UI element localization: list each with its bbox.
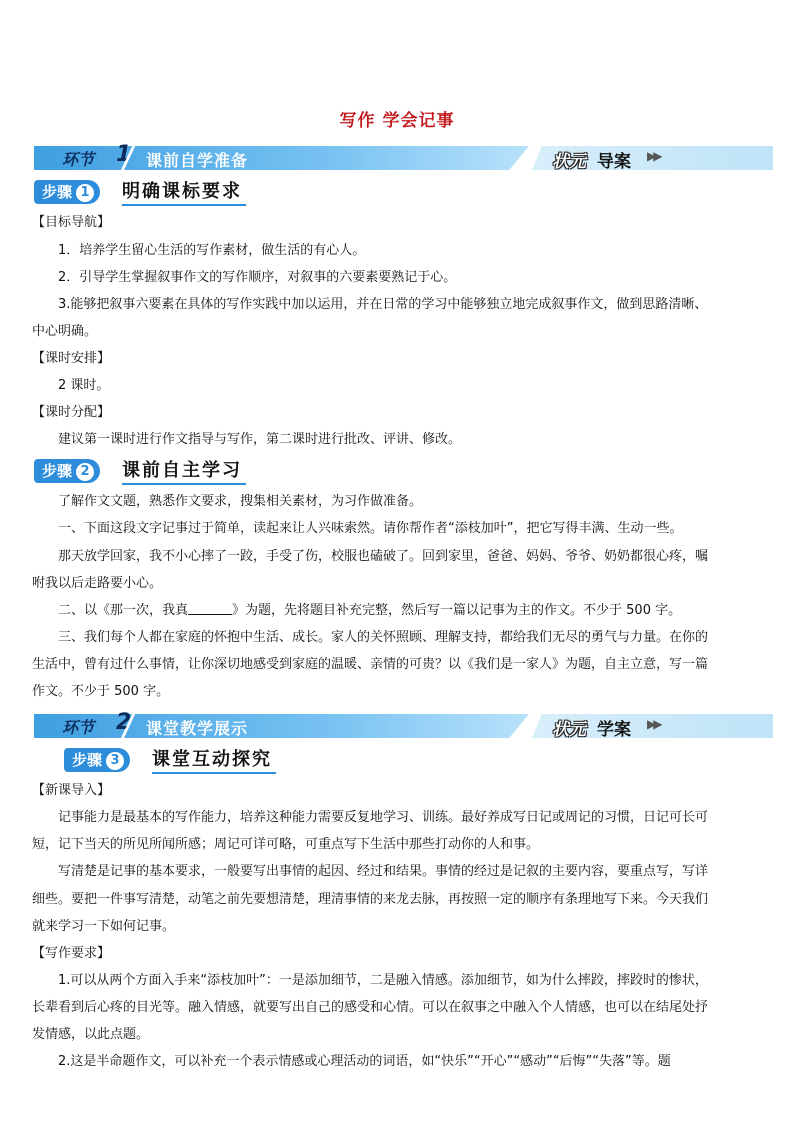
step-number-circle: 3 xyxy=(106,752,124,770)
requirement-line-4: 2.这是半命题作文，可以补充一个表示情感或心理活动的词语，如“快乐”“开心”“感动”“后悔”“失落”等。题 xyxy=(58,1054,671,1069)
goal-line-3: 3.能够把叙事六要素在具体的写作实践中加以运用，并在日常的学习中能够独立地完成叙事作文，做到思路清晰、 xyxy=(58,297,708,312)
banner-left-bar xyxy=(34,146,529,170)
requirement-line-2: 长辈看到后心疼的目光等。融入情感，就要写出自己的感受和心情。可以在叙事之中融入个人情感，也可以在结尾处抒 xyxy=(32,1000,709,1015)
step-number-circle: 2 xyxy=(76,463,94,481)
step-badge xyxy=(34,180,100,204)
goal-line-1: 1．培养学生留心生活的写作素材，做生活的有心人。 xyxy=(58,243,366,258)
step-label: 课前自主学习 xyxy=(122,459,246,485)
step-label: 明确课标要求 xyxy=(122,180,246,206)
pre-study-line-2: 一、下面这段文字记事过于简单，读起来让人兴味索然。请你帮作者“添枝加叶”，把它写得丰满、生动一些。 xyxy=(58,521,683,536)
section-banner-1 xyxy=(34,142,773,172)
double-arrow-icon: ▶▶ xyxy=(647,717,660,731)
step-badge-text: 步骤 xyxy=(42,183,73,201)
intro-line-3: 写清楚是记事的基本要求，一般要写出事情的起因、经过和结果。事情的经过是记叙的主要内容，要重点写，写详 xyxy=(58,864,709,879)
task-2 xyxy=(58,602,681,620)
pre-study-line-3: 那天放学回家，我不小心摔了一跤，手受了伤，校服也磕破了。回到家里，爸爸、妈妈、爷爷、奶奶都很心疼，嘱 xyxy=(58,549,709,564)
pre-study-line-1: 了解作文文题，熟悉作文要求，搜集相关素材，为习作做准备。 xyxy=(58,494,423,509)
brand-zhuangyuan: 状元 xyxy=(552,720,586,740)
task-2-after: 》为题，先将题目补充完整，然后写一篇以记事为主的作文。不少于 500 字。 xyxy=(232,603,682,618)
step-badge-text: 步骤 xyxy=(42,462,73,480)
step-number-circle: 1 xyxy=(76,184,94,202)
intro-line-1: 记事能力是最基本的写作能力，培养这种能力需要反复地学习、训练。最好养成写日记或周记的习惯，日记可长可 xyxy=(58,810,709,825)
task-3-line-2: 生活中，曾有过什么事情，让你深切地感受到家庭的温暖、亲情的可贵？以《我们是一家人》为题，自主立意，写一篇 xyxy=(32,657,709,672)
requirement-line-1: 1.可以从两个方面入手来“添枝加叶”：一是添加细节，二是融入情感。添加细节，如为什么摔跤，摔跤时的惨状， xyxy=(58,973,708,988)
intro-line-4: 细些。要把一件事写清楚，动笔之前先要想清楚，理清事情的来龙去脉，再按照一定的顺序有条理地写下来。今天我们 xyxy=(32,892,709,907)
schedule-heading: 【课时安排】 xyxy=(32,351,111,366)
fill-blank xyxy=(188,602,232,615)
section-banner-2 xyxy=(34,710,773,740)
pre-study-line-4: 咐我以后走路要小心。 xyxy=(32,576,163,591)
step-badge xyxy=(64,748,130,772)
intro-line-5: 就来学习一下如何记事。 xyxy=(32,919,176,934)
step-badge-text: 步骤 xyxy=(72,751,103,769)
double-arrow-icon: ▶▶ xyxy=(647,149,660,163)
schedule-text: 2 课时。 xyxy=(58,378,110,393)
banner-label: 课前自学准备 xyxy=(146,151,249,170)
brand-suffix: 导案 xyxy=(597,152,631,172)
banner-number: 1 xyxy=(116,142,132,167)
banner-number: 2 xyxy=(116,710,132,735)
allocation-heading: 【课时分配】 xyxy=(32,405,111,420)
brand-suffix: 学案 xyxy=(597,720,631,740)
intro-heading: 【新课导入】 xyxy=(32,783,111,798)
banner-huanjie: 环节 xyxy=(62,150,95,169)
task-2-before: 二、以《那一次，我真 xyxy=(58,603,189,618)
step-badge xyxy=(34,459,100,483)
brand-zhuangyuan: 状元 xyxy=(552,152,586,172)
banner-left-bar xyxy=(34,714,529,738)
goal-line-2: 2．引导学生掌握叙事作文的写作顺序，对叙事的六要素要熟记于心。 xyxy=(58,270,457,285)
goal-heading: 【目标导航】 xyxy=(32,215,111,230)
requirement-line-3: 发情感，以此点题。 xyxy=(32,1027,150,1042)
banner-huanjie: 环节 xyxy=(62,718,95,737)
task-3-line-3: 作文。不少于 500 字。 xyxy=(32,684,170,699)
goal-line-4: 中心明确。 xyxy=(32,324,98,339)
task-3-line-1: 三、我们每个人都在家庭的怀抱中生活、成长。家人的关怀照顾、理解支持，都给我们无尽的勇气与力量。在你的 xyxy=(58,630,709,645)
step-label: 课堂互动探究 xyxy=(152,748,276,774)
page-title: 写作 学会记事 xyxy=(339,111,455,131)
banner-label: 课堂教学展示 xyxy=(146,719,249,738)
allocation-text: 建议第一课时进行作文指导与写作，第二课时进行批改、评讲、修改。 xyxy=(58,432,462,447)
intro-line-2: 短，记下当天的所见所闻所感；周记可详可略，可重点写下生活中那些打动你的人和事。 xyxy=(32,837,540,852)
requirements-heading: 【写作要求】 xyxy=(32,946,111,961)
